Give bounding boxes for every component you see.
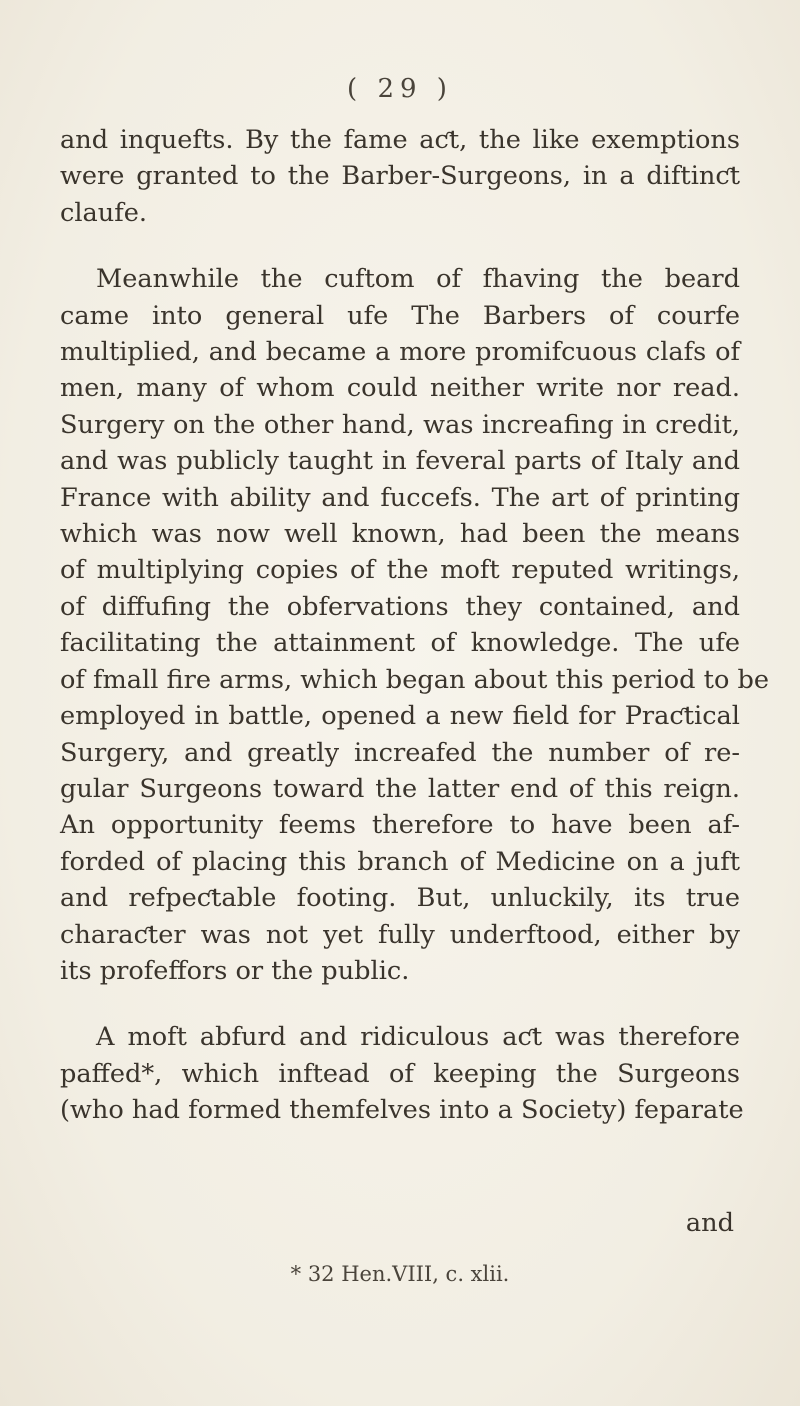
text-line: and refpeƈtable footing. But, unluckily, its true [60,883,740,914]
text-line: of multiplying copies of the moft reputed writings, [60,555,740,586]
text-line: its profeffors or the public. [60,955,410,986]
paragraph-2 [60,261,770,989]
text-line: facilitating the attainment of knowledge. The ufe [60,628,740,659]
catchword: and [685,1208,734,1238]
text-line: which was now well known, had been the means [60,519,740,550]
text-line: gular Surgeons toward the latter end of this reign. [60,773,740,804]
text-line: came into general ufe The Barbers of courfe [60,300,740,331]
text-line: men, many of whom could neither write nor read. [60,373,740,404]
text-line: of diffufing the obfervations they contained, and [60,591,740,622]
text-line: Surgery on the other hand, was increafing in credit, [60,409,740,440]
text-line: Meanwhile the cuftom of fhaving the beard [96,264,740,295]
text-line: of fmall fire arms, which began about this period to be [60,664,770,695]
text-line: were granted to the Barber-Surgeons, in a diftinƈt [60,161,740,192]
text-line: and inquefts. By the fame aƈt, the like exemptions [60,125,740,155]
text-line: multiplied, and became a more promifcuous clafs of [60,337,740,368]
footnote: * 32 Hen.VIII, c. xlii. [290,1262,510,1286]
page-number: ( 29 ) [347,74,453,104]
text-line: charaƈter was not yet fully underftood, either by [60,919,740,950]
body-text [60,122,770,1129]
text-line: paffed*, which inftead of keeping the Surgeons [60,1058,740,1089]
text-line: and was publicly taught in feveral parts of Italy and [60,446,740,477]
text-line: A moft abfurd and ridiculous aƈt was therefore [96,1022,740,1053]
text-line: An opportunity feems therefore to have been af- [60,810,740,841]
text-line: France with ability and fuccefs. The art of printing [60,482,740,513]
text-line: Surgery, and greatly increafed the number of re- [60,737,740,768]
text-line: (who had formed themfelves into a Society) feparate [60,1095,744,1126]
text-line: claufe. [60,197,148,228]
paragraph-3 [60,1019,744,1128]
text-line: employed in battle, opened a new field for Praƈtical [60,701,740,732]
paragraph-1 [60,122,740,231]
text-line: forded of placing this branch of Medicine on a juft [60,846,740,877]
